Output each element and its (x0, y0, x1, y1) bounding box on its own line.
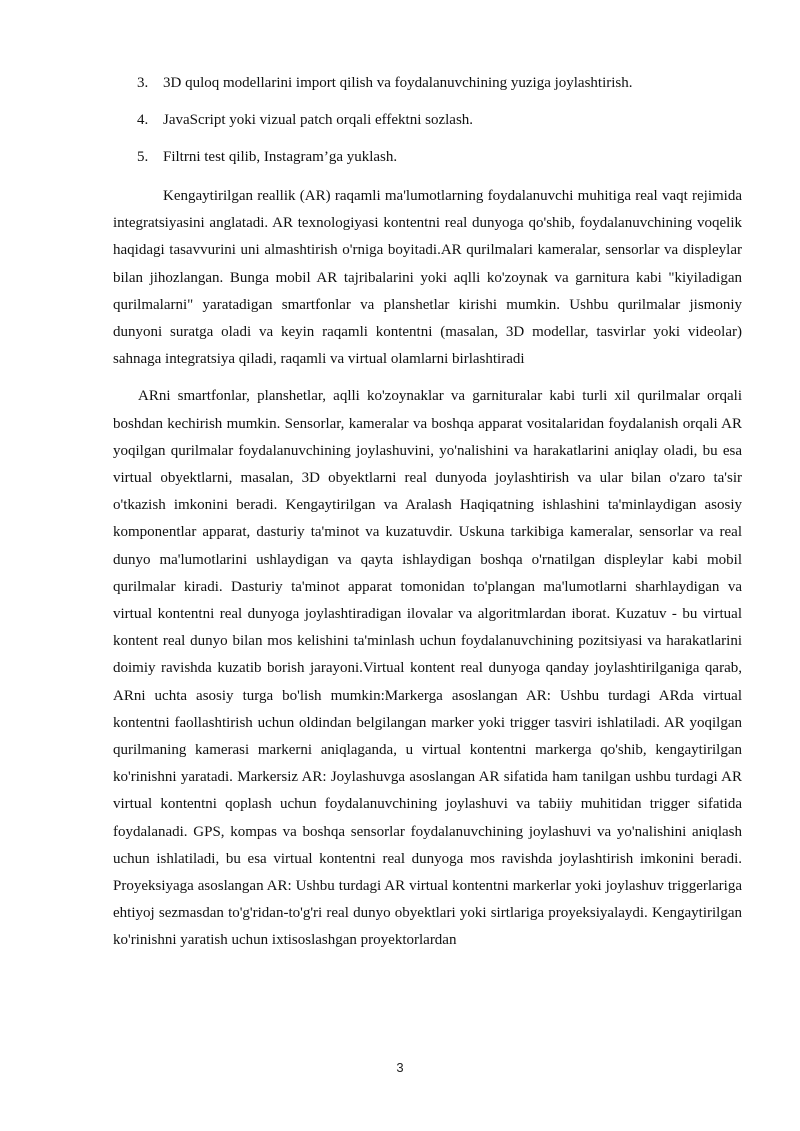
list-item-number: 3. (137, 75, 149, 91)
list-item-text: Filtrni test qilib, Instagram’ga yuklash. (163, 149, 398, 165)
paragraph-ar-devices: ARni smartfonlar, planshetlar, aqlli ko'zoynaklar va garnituralar kabi turli xil qurilmalar orqali boshdan kechirish mumkin. Sensorlar, kameralar va boshqa apparat vositalaridan foydalanish orqali AR yoqilgan qurilmalar foydalanuvchining joylashuvini, yo'nalishini va harakatlarini aniqlay oladi, bu esa virtual obyektlarni, masalan, 3D obyektlarni real dunyoda joylashtirish va ular bilan o'zaro ta'sir o'tkazish imkonini beradi. Kengaytirilgan va Aralash Haqiqatning ishlashini ta'minlaydigan asosiy komponentlar apparat, dasturiy ta'minot va kuzatuvdir. Uskuna tarkibiga kameralar, sensorlar va real dunyo ma'lumotlarini ushlaydigan va qayta ishlaydigan boshqa o'rnatilgan displeylar kabi mobil qurilmalar kiradi. Dasturiy ta'minot apparat tomonidan to'plangan ma'lumotlarni sharhlaydigan va virtual kontentni real dunyoga joylashtiradigan ilovalar va algoritmlardan iborat. Kuzatuv - bu virtual kontent real dunyo bilan mos kelishini ta'minlash uchun foydalanuvchining pozitsiyasi va harakatlarini doimiy ravishda kuzatib borish jarayoni.Virtual kontent real dunyoga qanday joylashtirilganiga qarab, ARni uchta asosiy turga bo'lish mumkin:Markerga asoslangan AR: Ushbu turdagi ARda virtual kontentni faollashtirish uchun oldindan belgilangan marker yoki trigger tasviri ishlatiladi. AR yoqilgan qurilmaning kamerasi markerni aniqlaganda, u virtual kontentni markerga qo'shib, kengaytirilgan ko'rinishni yaratadi. Markersiz AR: Joylashuvga asoslangan AR sifatida ham tanilgan ushbu turdagi AR virtual kontentni qoplash uchun foydalanuvchining joylashuvi va tabiiy muhitidan trigger sifatida foydalanadi. GPS, kompas va boshqa sensorlar foydalanuvchining joylashuvi va yo'nalishini aniqlash uchun ishlatiladi, bu esa virtual kontentni real dunyoga mos ravishda joylashtirish imkonini beradi. Proyeksiyaga asoslangan AR: Ushbu turdagi AR virtual kontentni markerlar yoki joylashuv triggerlariga ehtiyoj sezmasdan to'g'ridan-to'g'ri real dunyo obyektlari yoki sirtlariga proyeksiyalaydi. Kengaytirilgan ko'rinishni yaratish uchun ixtisoslashgan proyektorlardan (113, 388, 742, 949)
list-item (113, 109, 742, 131)
numbered-list (113, 72, 742, 168)
page-content (113, 72, 742, 955)
list-item-number: 5. (137, 149, 149, 165)
list-item (113, 72, 742, 94)
list-item (113, 146, 742, 168)
page-number: 3 (396, 1060, 404, 1075)
list-item-text: JavaScript yoki vizual patch orqali effektni sozlash. (163, 112, 474, 128)
list-item-text: 3D quloq modellarini import qilish va foydalanuvchining yuziga joylashtirish. (163, 75, 633, 91)
paragraph-ar-definition: Kengaytirilgan reallik (AR) raqamli ma'lumotlarning foydalanuvchi muhitiga real vaqt rejimida integratsiyasini anglatadi. AR texnologiyasi kontentni real dunyoga qo'shib, foydalanuvchining voqelik haqidagi tasavvurini uni almashtirish o'rniga boyitadi.AR qurilmalari kameralar, sensorlar va displeylar bilan jihozlangan. Bunga mobil AR tajribalarini yoki aqlli ko'zoynak va garnitura kabi "kiyiladigan qurilmalarni" yaratadigan smartfonlar va planshetlar kirishi mumkin. Ushbu qurilmalar jismoniy dunyoni suratga oladi va keyin raqamli kontentni (masalan, 3D modellar, tasvirlar yoki videolar) sahnaga integratsiya qiladi, raqamli va virtual olamlarni birlashtiradi (113, 188, 742, 368)
list-item-number: 4. (137, 112, 149, 128)
